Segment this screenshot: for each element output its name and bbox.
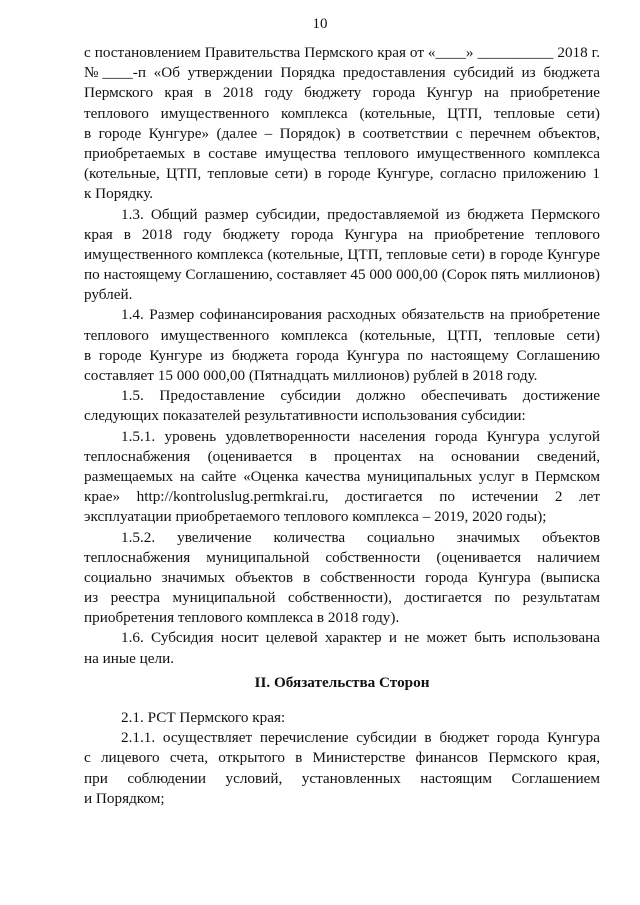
text-line: при соблюдении условий, установленных настоящим Соглашением xyxy=(84,769,600,787)
text-line: №____-п «Об утверждении Порядка предоставления субсидий из бюджета xyxy=(84,64,600,82)
text-line: теплоснабжения муниципальной собственности (оценивается наличием xyxy=(84,548,600,566)
text-line: Пермского края в 2018 году бюджету города Кунгур на приобретение xyxy=(84,84,600,102)
text-line: социально значимых объектов в собственности города Кунгура (выписка xyxy=(84,568,600,586)
text-line: в городе Кунгуре из бюджета города Кунгура по настоящему Соглашению xyxy=(84,346,600,364)
text-line: и Порядком; xyxy=(84,789,165,807)
text-line: имущественного комплекса (котельные, ЦТП, тепловые сети) в городе Кунгуре xyxy=(84,245,600,263)
text-line: 2.1.1. осуществляет перечисление субсидии в бюджет города Кунгура xyxy=(121,729,600,747)
text-line: теплоснабжения (оценивается в процентах на основании сведений, xyxy=(84,447,600,465)
text-line: 1.4. Размер софинансирования расходных обязательств на приобретение xyxy=(121,306,600,324)
text-line: 1.5.1. уровень удовлетворенности населения города Кунгура услугой xyxy=(121,427,600,445)
text-line: 1.6. Субсидия носит целевой характер и не может быть использована xyxy=(121,629,600,647)
text-line: на иные цели. xyxy=(84,649,175,667)
text-line: составляет 15 000 000,00 (Пятнадцать миллионов) рублей в 2018 году. xyxy=(84,367,538,384)
text-line: (котельные, ЦТП, тепловые сети) в городе Кунгуре, согласно приложению 1 xyxy=(84,165,600,183)
text-line: приобретения теплового комплекса в 2018 году). xyxy=(84,609,400,627)
text-line: края в 2018 году бюджету города Кунгура на приобретение теплового xyxy=(84,225,600,243)
section-heading: II. Обязательства Сторон xyxy=(254,673,430,691)
section-heading-row xyxy=(84,673,600,693)
text-line: 1.5.2. увеличение количества социально значимых объектов xyxy=(121,528,600,546)
text-line: эксплуатации приобретаемого теплового комплекса – 2019, 2020 годы); xyxy=(84,508,547,526)
text-line: из реестра муниципальной собственности), достигается по результатам xyxy=(84,589,600,607)
text-line: следующих показателей результативности использования субсидии: xyxy=(84,407,526,425)
text-line: по настоящему Соглашению, составляет 45 000 000,00 (Сорок пять миллионов) xyxy=(84,266,600,284)
agreement-section-1-text xyxy=(84,43,600,669)
text-line: размещаемых на сайте «Оценка качества муниципальных услуг в Пермском xyxy=(84,467,600,485)
document-body xyxy=(84,43,600,809)
text-line: рублей. xyxy=(84,286,133,304)
text-line: теплового имущественного комплекса (котельные, ЦТП, тепловые сети) xyxy=(84,326,600,344)
text-line: крае» http://kontroluslug.permkrai.ru, достигается по истечении 2 лет xyxy=(84,488,600,506)
text-line: в городе Кунгуре» (далее – Порядок) в соответствии с перечнем объектов, xyxy=(84,124,600,142)
text-line: к Порядку. xyxy=(84,185,154,203)
text-line: с лицевого счета, открытого в Министерстве финансов Пермского края, xyxy=(84,749,600,767)
page-number: 10 xyxy=(312,16,328,32)
agreement-section-2-text xyxy=(84,708,600,809)
text-line: 2.1. РСТ Пермского края: xyxy=(121,709,286,726)
text-line: теплового имущественного комплекса (котельные, ЦТП, тепловые сети) xyxy=(84,104,600,122)
text-line: приобретаемых в составе имущества теплового имущественного комплекса xyxy=(84,144,600,162)
text-line: 1.5. Предоставление субсидии должно обеспечивать достижение xyxy=(121,387,600,405)
text-line: с постановлением Правительства Пермского края от «____» __________ 2018 г. xyxy=(84,44,600,61)
text-line: 1.3. Общий размер субсидии, предоставляемой из бюджета Пермского xyxy=(121,205,600,223)
